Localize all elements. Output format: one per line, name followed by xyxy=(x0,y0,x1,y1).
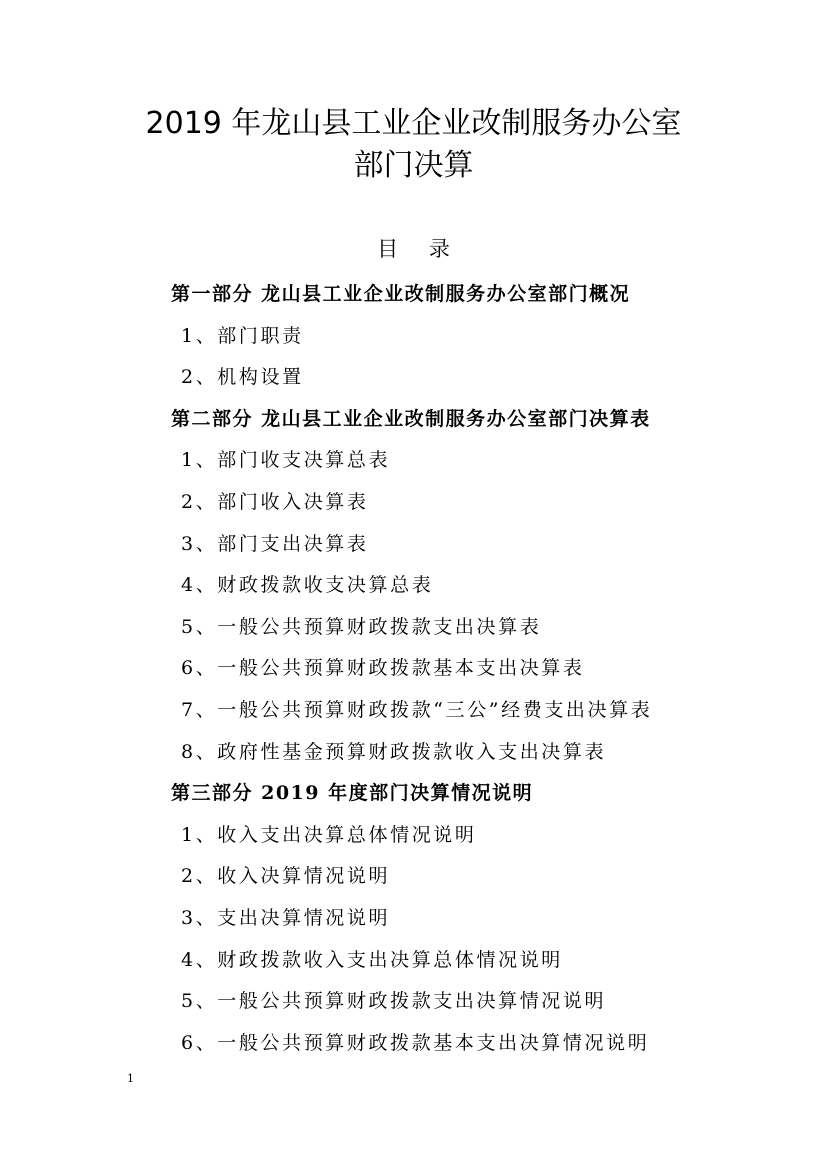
document-title-line-2: 部门决算 xyxy=(353,148,474,183)
toc-heading: 目 录 xyxy=(377,237,462,261)
toc-item: 2、部门收入决算表 xyxy=(181,490,369,513)
toc-item: 2、收入决算情况说明 xyxy=(181,865,391,888)
toc-item: 1、部门收支决算总表 xyxy=(181,449,391,472)
toc-item: 1、收入支出决算总体情况说明 xyxy=(181,823,477,846)
toc-item: 8、政府性基金预算财政拨款收入支出决算表 xyxy=(181,740,607,763)
toc-part-2: 第二部分 龙山县工业企业改制服务办公室部门决算表 xyxy=(171,407,651,430)
toc-part-3: 第三部分 2019 年度部门决算情况说明 xyxy=(171,782,534,805)
document-title-line-1: 2019 年龙山县工业企业改制服务办公室 xyxy=(145,106,682,141)
table-of-contents xyxy=(171,279,731,1069)
toc-item: 2、机构设置 xyxy=(181,366,304,389)
toc-item: 7、一般公共预算财政拨款“三公”经费支出决算表 xyxy=(181,698,653,721)
page-number: 1 xyxy=(127,1072,134,1085)
toc-item: 3、支出决算情况说明 xyxy=(181,906,391,929)
toc-item: 1、部门职责 xyxy=(181,324,304,347)
toc-item: 4、财政拨款收入支出决算总体情况说明 xyxy=(181,948,563,971)
toc-item: 6、一般公共预算财政拨款基本支出决算表 xyxy=(181,657,585,680)
toc-part-1: 第一部分 龙山县工业企业改制服务办公室部门概况 xyxy=(171,283,631,305)
toc-item: 6、一般公共预算财政拨款基本支出决算情况说明 xyxy=(181,1031,650,1054)
toc-item: 5、一般公共预算财政拨款支出决算情况说明 xyxy=(181,990,607,1013)
toc-item: 3、部门支出决算表 xyxy=(181,532,369,555)
toc-item: 5、一般公共预算财政拨款支出决算表 xyxy=(181,615,542,638)
toc-item: 4、财政拨款收支决算总表 xyxy=(181,574,434,597)
